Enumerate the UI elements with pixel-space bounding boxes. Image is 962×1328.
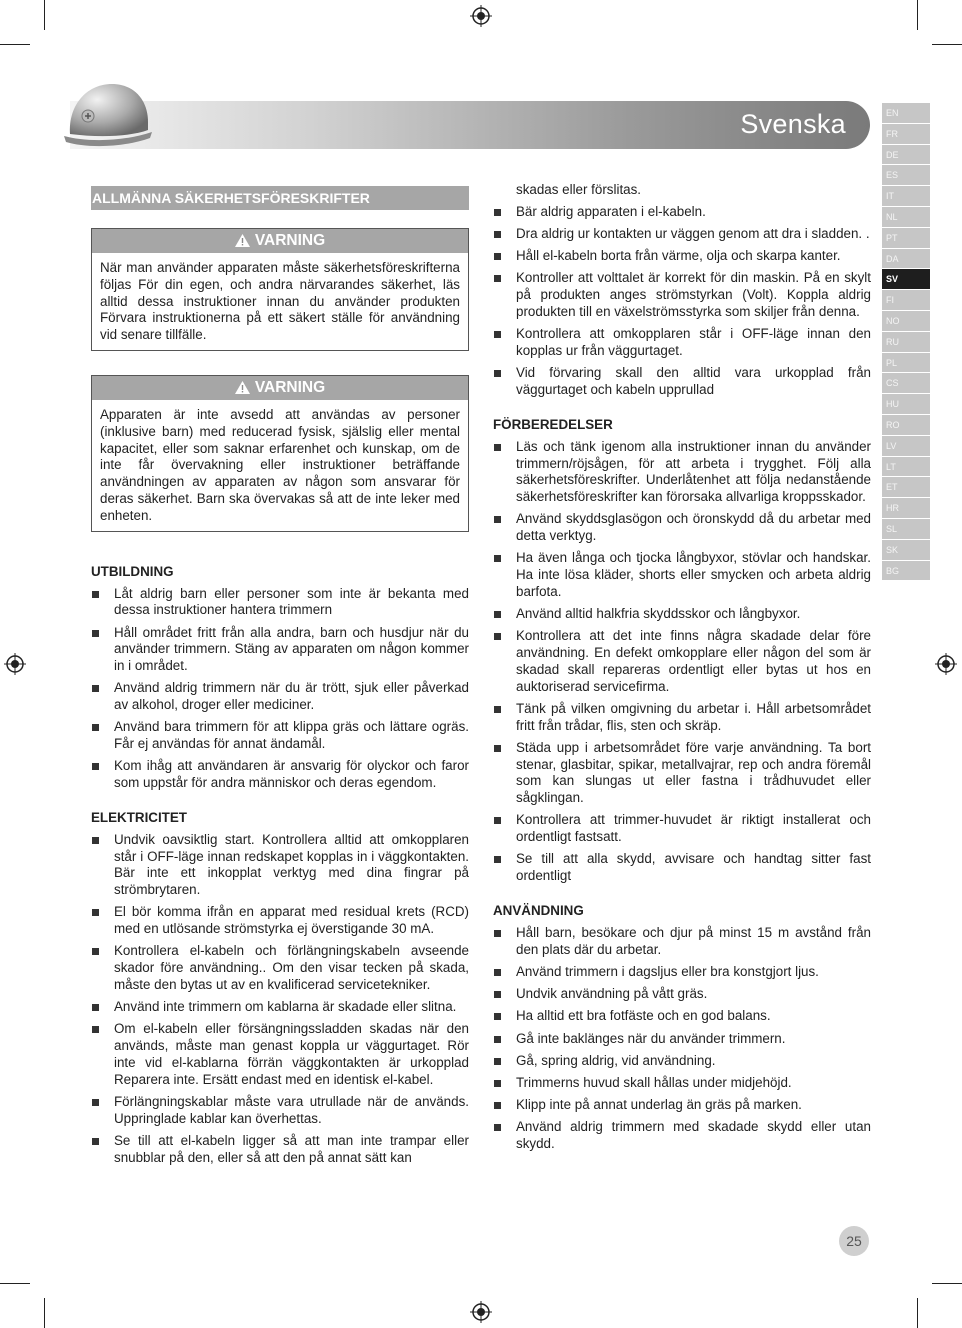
bullet-square-icon	[494, 633, 501, 640]
elektricitet-list-continued	[493, 204, 871, 399]
bullet-square-icon	[494, 1036, 501, 1043]
list-item-text: Kom ihåg att användaren är ansvarig för olyckor och faror som uppstår för andra människor och deras egendom.	[114, 758, 469, 791]
bullet-square-icon	[494, 930, 501, 937]
list-item-text: Ha även långa och tjocka långbyxor, stövlar och handskar. Ha inte lösa kläder, shorts eller smycken och arbeta aldrig barfota.	[516, 550, 871, 599]
language-tab-no[interactable]: NO	[882, 311, 930, 331]
list-item	[493, 270, 871, 320]
bullet-square-icon	[494, 1124, 501, 1131]
list-item-text: Trimmerns huvud skall hållas under midjehöjd.	[516, 1074, 792, 1090]
language-tab-pt[interactable]: PT	[882, 228, 930, 248]
bullet-square-icon	[92, 1138, 99, 1145]
crop-mark	[932, 44, 962, 45]
heading-anvandning: ANVÄNDNING	[493, 902, 584, 918]
list-item-text: Kontroller att volttalet är korrekt för din maskin. På en skylt på produkten anges strömstyrkan (Volt). Koppla aldrig produkten till en växelströmsstyrka som skiljer från denna.	[516, 270, 871, 319]
list-item-text: Håll området fritt från alla andra, barn och husdjur när du använder trimmern. Stäng av apparaten om någon kommer in i området.	[114, 624, 469, 674]
warning-header	[92, 229, 468, 253]
bullet-square-icon	[494, 209, 501, 216]
language-tab-bg[interactable]: BG	[882, 561, 930, 581]
list-item	[493, 1075, 871, 1092]
list-item	[493, 1097, 871, 1114]
continued-text: skadas eller förslitas.	[516, 182, 642, 197]
bullet-square-icon	[494, 969, 501, 976]
list-item	[91, 758, 469, 792]
list-item	[91, 625, 469, 675]
list-item-text: Använd bara trimmern för att klippa gräs och lättare ogräs. Får ej användas för annat ändamål.	[114, 719, 469, 752]
registration-mark-icon	[935, 653, 957, 675]
warning-icon	[235, 381, 250, 394]
list-item	[493, 1031, 871, 1048]
bullet-square-icon	[494, 1013, 501, 1020]
language-tab-cs[interactable]: CS	[882, 373, 930, 393]
registration-mark-icon	[470, 1301, 492, 1323]
list-item-text: Använd alltid halkfria skyddsskor och långbyxor.	[516, 606, 801, 622]
language-tab-sk[interactable]: SK	[882, 540, 930, 560]
language-tab-ro[interactable]: RO	[882, 415, 930, 435]
bullet-square-icon	[494, 370, 501, 377]
bullet-square-icon	[494, 253, 501, 260]
list-item	[493, 628, 871, 695]
language-tab-sv[interactable]: SV	[882, 269, 930, 289]
language-tabs	[882, 103, 930, 581]
list-item-text: Gå, spring aldrig, vid användning.	[516, 1052, 716, 1068]
page-title: Svenska	[740, 109, 846, 139]
crop-mark	[917, 1298, 918, 1328]
warning-box	[91, 375, 469, 532]
list-item-text: Bär aldrig apparaten i el-kabeln.	[516, 203, 706, 219]
bullet-square-icon	[494, 516, 501, 523]
heading-elektricitet: ELEKTRICITET	[91, 809, 187, 825]
list-item	[91, 586, 469, 620]
bullet-square-icon	[494, 991, 501, 998]
bullet-square-icon	[92, 1099, 99, 1106]
language-tab-en[interactable]: EN	[882, 103, 930, 123]
bullet-square-icon	[494, 856, 501, 863]
language-tab-lt[interactable]: LT	[882, 457, 930, 477]
crop-mark	[44, 1298, 45, 1328]
bullet-square-icon	[92, 763, 99, 770]
list-item	[493, 248, 871, 265]
language-tab-lv[interactable]: LV	[882, 436, 930, 456]
crop-mark	[44, 0, 45, 30]
language-tab-sl[interactable]: SL	[882, 519, 930, 539]
list-item	[493, 365, 871, 399]
list-item	[493, 812, 871, 846]
language-tab-de[interactable]: DE	[882, 145, 930, 165]
heading-utbildning: UTBILDNING	[91, 563, 174, 579]
right-column	[493, 182, 871, 1158]
list-item	[493, 226, 871, 243]
bullet-square-icon	[92, 685, 99, 692]
bullet-square-icon	[494, 275, 501, 282]
page-number: 25	[839, 1226, 869, 1256]
list-item-text: Använd inte trimmern om kablarna är skadade eller slitna.	[114, 999, 457, 1015]
safety-helmet-icon	[62, 76, 154, 148]
elektricitet-list	[91, 832, 469, 1167]
left-column	[91, 180, 469, 1172]
language-tab-it[interactable]: IT	[882, 186, 930, 206]
list-item	[493, 986, 871, 1003]
bullet-square-icon	[494, 1102, 501, 1109]
bullet-square-icon	[494, 1058, 501, 1065]
list-item-text: Undvik oavsiktlig start. Kontrollera alltid att omkopplaren står i OFF-läge innan redskapet kopplas in i väggkontakten. Bär inte ett inkopplat verktyg med dina fingrar på strömbrytaren.	[114, 831, 469, 898]
list-item-text: Använd skyddsglasögon och öronskydd då du arbetar med detta verktyg.	[516, 511, 871, 544]
header-banner	[70, 101, 870, 149]
language-tab-nl[interactable]: NL	[882, 207, 930, 227]
list-item	[91, 999, 469, 1016]
list-item-text: Se till att el-kabeln ligger så att man inte trampar eller snubblar på den, eller så att den på annat sätt kan	[114, 1132, 469, 1165]
language-tab-hr[interactable]: HR	[882, 498, 930, 518]
section-title: ALLMÄNNA SÄKERHETSFÖRESKRIFTER	[91, 186, 469, 210]
list-item-text: Gå inte baklänges när du använder trimmern.	[516, 1030, 786, 1046]
list-item-text: Ha alltid ett bra fotfäste och en god balans.	[516, 1008, 771, 1024]
list-item-text: Använd trimmern i dagsljus eller bra konstgjort ljus.	[516, 963, 819, 979]
list-item	[91, 1021, 469, 1088]
language-tab-da[interactable]: DA	[882, 249, 930, 269]
list-item-text: Vid förvaring skall den alltid vara urkopplad från väggurtaget och kabeln upprullad	[516, 365, 871, 397]
list-item-text: Låt aldrig barn eller personer som inte är bekanta med dessa instruktioner hantera trimmern	[114, 585, 469, 618]
list-item-text: Tänk på vilken omgivning du arbetar i. Håll arbetsområdet fritt från trådar, flis, sten och skräp.	[516, 700, 871, 733]
list-item	[91, 719, 469, 753]
language-tab-fr[interactable]: FR	[882, 124, 930, 144]
warning-title: VARNING	[254, 232, 326, 249]
language-tab-es[interactable]: ES	[882, 165, 930, 185]
bullet-square-icon	[92, 630, 99, 637]
crop-mark	[0, 44, 30, 45]
list-item	[91, 832, 469, 899]
list-item-text: Klipp inte på annat underlag än gräs på marken.	[516, 1097, 802, 1113]
bullet-square-icon	[92, 837, 99, 844]
crop-mark	[0, 1283, 30, 1284]
list-item-text: Se till att alla skydd, avvisare och handtag sitter fast ordentligt	[516, 851, 871, 884]
bullet-square-icon	[92, 948, 99, 955]
bullet-square-icon	[494, 706, 501, 713]
list-item-text: Använd aldrig trimmern när du är trött, sjuk eller påverkad av alkohol, droger eller mediciner.	[114, 680, 469, 713]
bullet-square-icon	[494, 231, 501, 238]
bullet-square-icon	[92, 1026, 99, 1033]
list-item-text: Håll barn, besökare och djur på minst 15 m avstånd från den plats där du arbetar.	[516, 924, 871, 957]
list-item	[493, 851, 871, 885]
warning-title: VARNING	[254, 378, 326, 396]
bullet-square-icon	[494, 611, 501, 618]
bullet-square-icon	[92, 724, 99, 731]
language-tab-hu[interactable]: HU	[882, 394, 930, 414]
language-tab-pl[interactable]: PL	[882, 353, 930, 373]
language-tab-fi[interactable]: FI	[882, 290, 930, 310]
anvandning-list	[493, 925, 871, 1153]
list-item	[91, 680, 469, 714]
list-item	[91, 1094, 469, 1128]
list-item-text: Städa upp i arbetsområdet före varje användning. Ta bort stenar, glasbitar, spikar, metallvajrar, rep och andra föremål som kan slungas ut eller fastna i trådhuvudet eller sågklingan.	[516, 739, 871, 806]
list-item	[493, 550, 871, 600]
list-item-text: Läs och tänk igenom alla instruktioner innan du använder trimmern/röjsågen, för att arbeta i trygghet. Följ alla säkerhetsföreskrifter. Underlåtenhet att följa nedanstående säkerhetsföreskrifter kan förorsaka allvarliga kroppsskador.	[516, 438, 871, 505]
warning-text: Apparaten är inte avsedd att användas av personer (inklusive barn) med reducerad fysisk, själslig eller mental kapacitet, eller som saknar erfarenhet och kunskap, om de inte får övervakning eller instruktioner beträffande användningen av apparaten av någon som ansvarar för deras säkerhet. Barn ska övervakas så att de inte leker med enheten.	[100, 406, 460, 523]
list-item-text: Kontrollera el-kabeln och förlängningskabeln avseende skador före användning.. Om den visar tecken på skada, måste den bytas ut av en kvalificerad servicetekniker.	[114, 943, 469, 993]
list-item-text: Håll el-kabeln borta från värme, olja och skarpa kanter.	[516, 248, 841, 264]
bullet-square-icon	[92, 1004, 99, 1011]
list-item	[91, 1133, 469, 1167]
bullet-square-icon	[494, 555, 501, 562]
list-item-text: Använd aldrig trimmern med skadade skydd eller utan skydd.	[516, 1119, 871, 1152]
list-item-text: Kontrollera att trimmer-huvudet är riktigt installerat och ordentligt fastsatt.	[516, 812, 871, 845]
list-item-text: Förlängningskablar måste vara utrullade när de används. Uppringlade kablar kan överhettas.	[114, 1094, 469, 1126]
list-item	[493, 1053, 871, 1070]
crop-mark	[917, 0, 918, 30]
list-item	[493, 439, 871, 506]
list-item	[91, 943, 469, 993]
forberedelser-list	[493, 439, 871, 885]
list-item	[493, 511, 871, 545]
list-item	[493, 1119, 871, 1153]
list-item	[493, 964, 871, 981]
list-item	[91, 904, 469, 938]
list-item	[493, 606, 871, 623]
bullet-square-icon	[494, 444, 501, 451]
bullet-square-icon	[494, 817, 501, 824]
bullet-square-icon	[494, 745, 501, 752]
language-tab-et[interactable]: ET	[882, 477, 930, 497]
list-item-text: Dra aldrig ur kontakten ur väggen genom att dra i sladden. .	[516, 225, 870, 241]
list-item	[493, 326, 871, 360]
bullet-square-icon	[92, 591, 99, 598]
registration-mark-icon	[4, 653, 26, 675]
heading-forberedelser: FÖRBEREDELSER	[493, 416, 613, 432]
bullet-square-icon	[494, 1080, 501, 1087]
list-item-text: Undvik användning på vått gräs.	[516, 986, 708, 1002]
list-item	[493, 925, 871, 959]
bullet-square-icon	[494, 331, 501, 338]
warning-icon	[235, 234, 250, 247]
list-item-text: Kontrollera att omkopplaren står i OFF-läge innan den kopplas ur från väggurtaget.	[516, 326, 871, 358]
list-item-text: El bör komma ifrån en apparat med residual krets (RCD) med en utlösande strömstyrka ej överstigande 30 mA.	[114, 904, 469, 937]
list-item	[493, 701, 871, 735]
list-item-text: Om el-kabeln eller försängningssladden skadas när den används, måste man genast koppla ur väggurtaget. Rör inte vid el-kablarna förrän väggkontakten är urkopplad Reparera inte. Ersätt endast med en identisk el-kabel.	[114, 1021, 469, 1087]
list-item-text: Kontrollera att det inte finns några skadade delar före användning. En defekt omkopplare eller någon del som är skadad skall repareras ordentligt eller bytas ut hos en auktoriserad servicefirma.	[516, 628, 871, 694]
registration-mark-icon	[470, 5, 492, 27]
list-item	[493, 204, 871, 221]
warning-text: När man använder apparaten måste säkerhetsföreskrifterna följas För din egen, och andra närvarandes säkerhet, läs alltid dessa instruktioner innan du använder produkten Förvara instruktionerna på ett säkert ställe för användning vid senare tillfälle.	[100, 260, 460, 343]
list-item	[493, 740, 871, 807]
utbildning-list	[91, 586, 469, 792]
language-tab-ru[interactable]: RU	[882, 332, 930, 352]
warning-box	[91, 228, 469, 351]
bullet-square-icon	[92, 909, 99, 916]
list-item	[493, 1008, 871, 1025]
crop-mark	[932, 1283, 962, 1284]
warning-header	[92, 376, 468, 400]
